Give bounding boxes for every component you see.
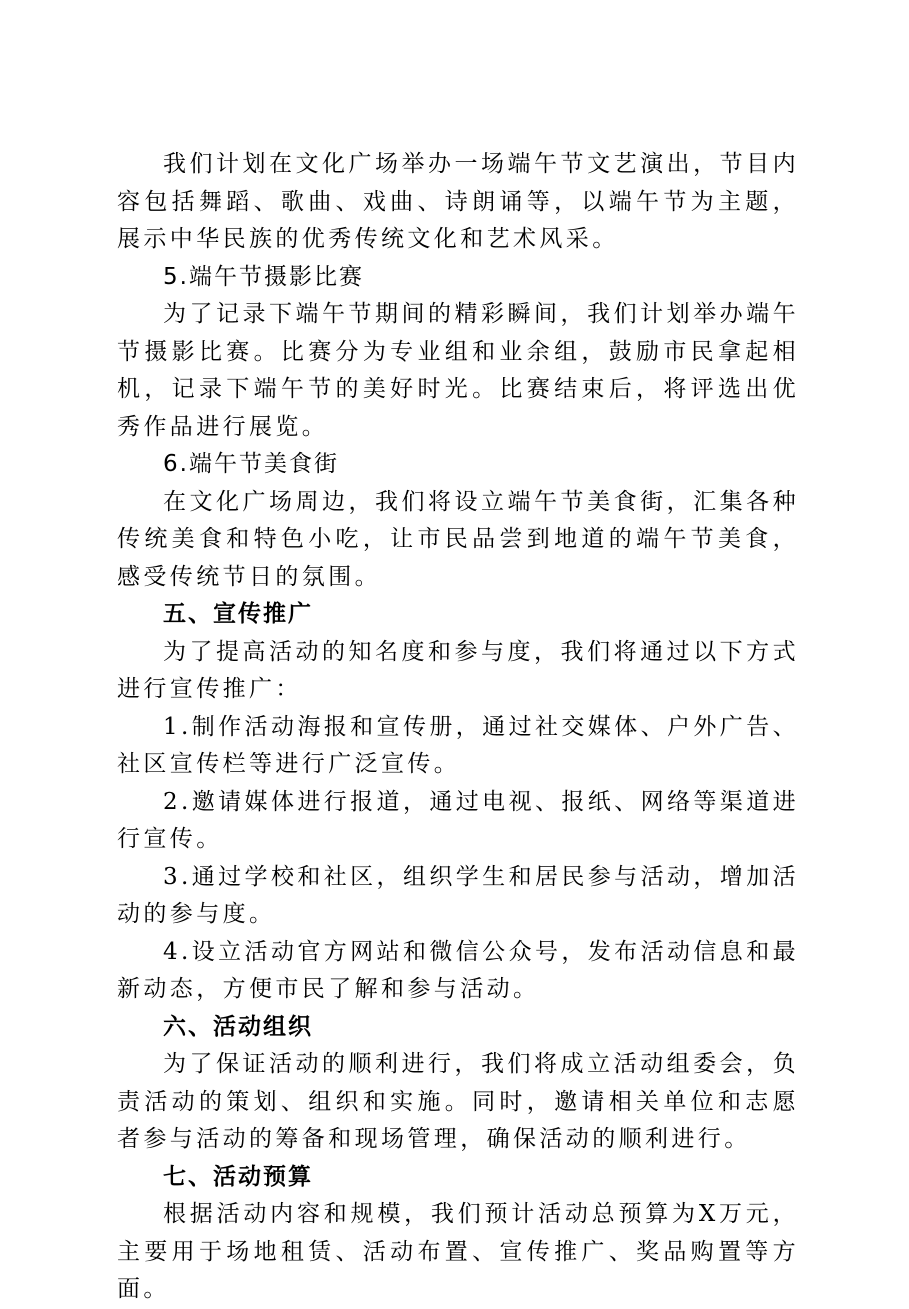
heading-food-street: 6.端午节美食街 — [163, 451, 339, 477]
heading-budget: 七、活动预算 — [163, 1163, 313, 1190]
paragraph-food-street: 在文化广场周边，我们将设立端午节美食街，汇集各种传统美食和特色小吃，让市民品尝到地道的端午节美食，感受传统节日的氛围。 — [117, 488, 799, 590]
document-body — [117, 146, 799, 1309]
paragraph-performance: 我们计划在文化广场举办一场端午节文艺演出，节目内容包括舞蹈、歌曲、戏曲、诗朗诵等，以端午节为主题，展示中华民族的优秀传统文化和艺术风采。 — [117, 151, 799, 252]
heading-promotion: 五、宣传推广 — [163, 601, 313, 627]
paragraph-budget: 根据活动内容和规模，我们预计活动总预算为X万元，主要用于场地租赁、活动布置、宣传推广、奖品购置等方面。 — [117, 1201, 799, 1302]
paragraph-organization: 为了保证活动的顺利进行，我们将成立活动组委会，负责活动的策划、组织和实施。同时，邀请相关单位和志愿者参与活动的筹备和现场管理，确保活动的顺利进行。 — [117, 1051, 799, 1152]
paragraph-promotion-item-1: 1.制作活动海报和宣传册，通过社交媒体、户外广告、社区宣传栏等进行广泛宣传。 — [117, 713, 799, 777]
paragraph-promotion-item-4: 4.设立活动官方网站和微信公众号，发布活动信息和最新动态，方便市民了解和参与活动。 — [117, 938, 799, 1002]
paragraph-promotion-intro: 为了提高活动的知名度和参与度，我们将通过以下方式进行宣传推广： — [117, 638, 799, 702]
paragraph-photo-contest: 为了记录下端午节期间的精彩瞬间，我们计划举办端午节摄影比赛。比赛分为专业组和业余组，鼓励市民拿起相机，记录下端午节的美好时光。比赛结束后，将评选出优秀作品进行展览。 — [117, 301, 799, 440]
paragraph-promotion-item-3: 3.通过学校和社区，组织学生和居民参与活动，增加活动的参与度。 — [117, 863, 799, 927]
heading-organization: 六、活动组织 — [163, 1013, 313, 1040]
heading-photo-contest: 5.端午节摄影比赛 — [163, 263, 364, 290]
paragraph-promotion-item-2: 2.邀请媒体进行报道，通过电视、报纸、网络等渠道进行宣传。 — [117, 788, 799, 852]
